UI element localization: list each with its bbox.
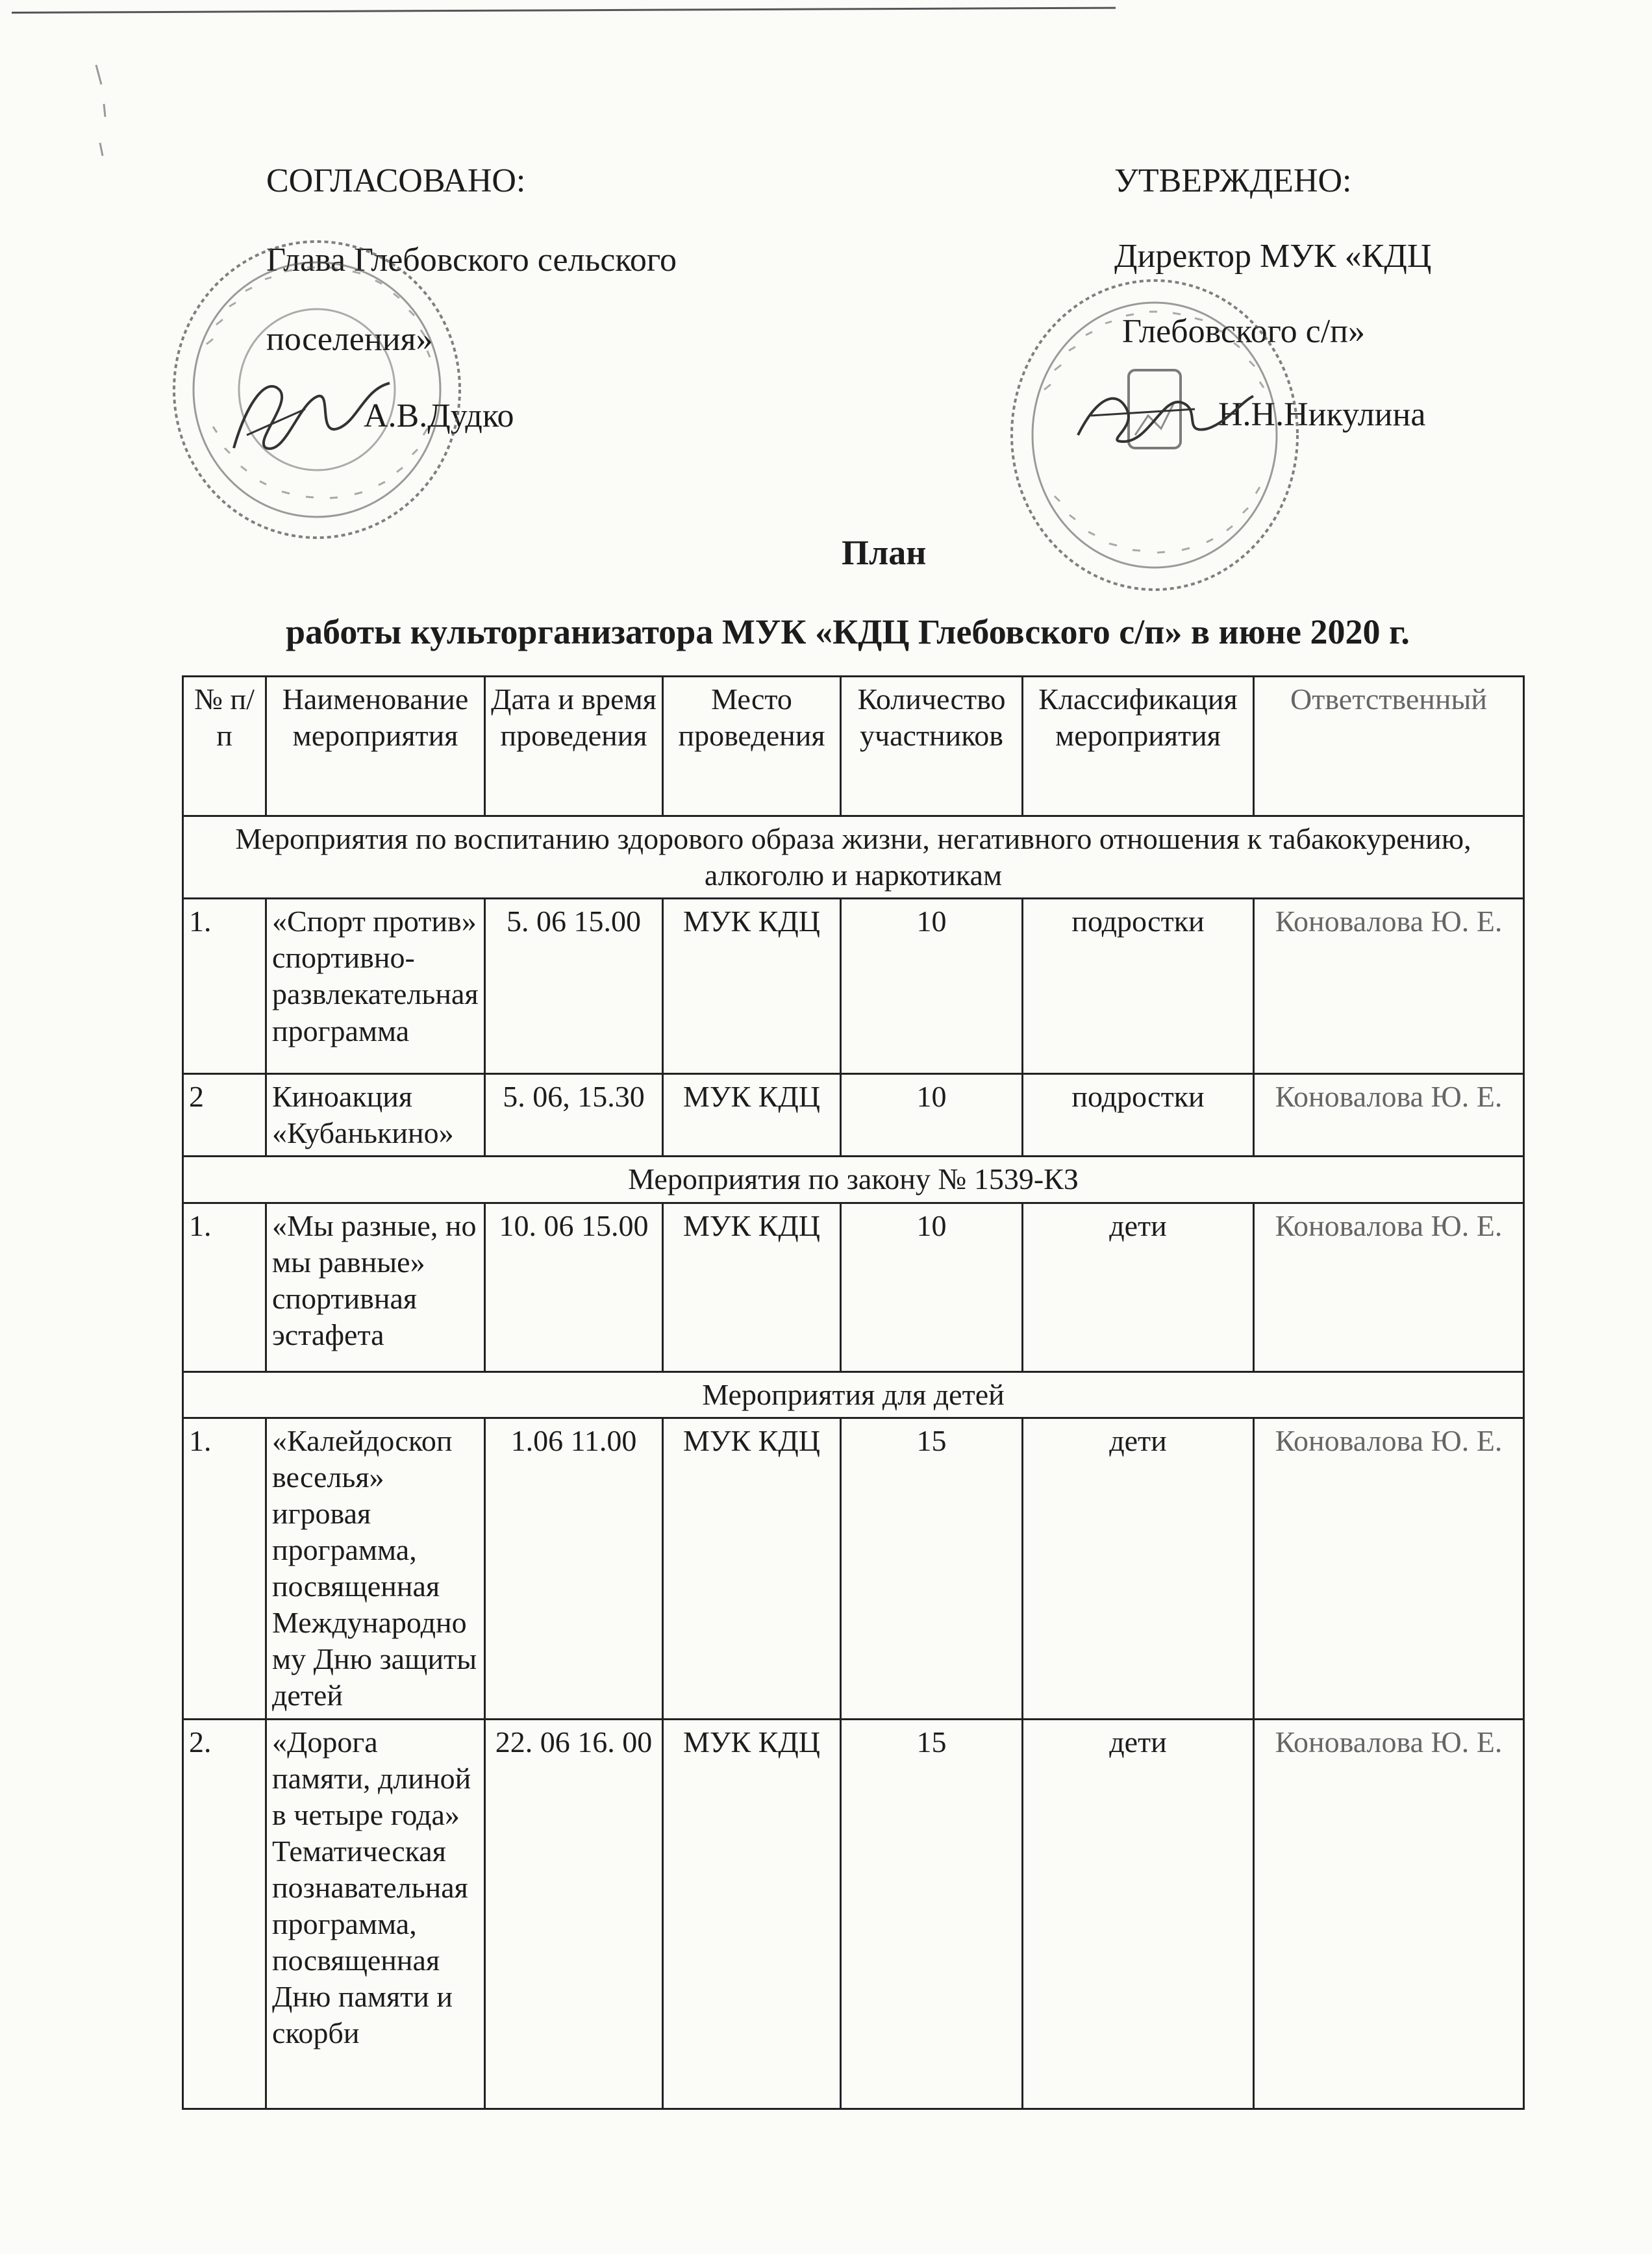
row-responsible: Коновалова Ю. Е.: [1254, 899, 1524, 1074]
signature-left: [208, 364, 403, 468]
events-plan-table: [182, 675, 1525, 2110]
section-title: Мероприятия по закону № 1539-КЗ: [183, 1157, 1524, 1203]
row-num: 1.: [183, 1418, 266, 1719]
row-count: 10: [841, 899, 1023, 1074]
row-name: «Мы разные, но мы равные» спортивная эстафета: [266, 1203, 485, 1371]
row-name: «Калейдоскоп веселья» игровая программа, посвященная Международному Дню защиты детей: [266, 1418, 485, 1719]
row-date: 10. 06 15.00: [485, 1203, 663, 1371]
section-title: Мероприятия по воспитанию здорового образа жизни, негативного отношения к табакокурению, алкоголю и наркотикам: [183, 816, 1524, 899]
row-num: 2: [183, 1074, 266, 1157]
row-num: 1.: [183, 1203, 266, 1371]
agreed-title: СОГЛАСОВАНО:: [266, 162, 526, 199]
row-date: 5. 06 15.00: [485, 899, 663, 1074]
scan-edge-line: [12, 7, 1116, 14]
col-header-date: Дата и время проведения: [485, 677, 663, 816]
table-row: [183, 1719, 1524, 2109]
section-row: [183, 1157, 1524, 1203]
row-name: Киноакция «Кубанькино»: [266, 1074, 485, 1157]
row-class: дети: [1023, 1719, 1254, 2109]
col-header-class: Классификация мероприятия: [1023, 677, 1254, 816]
col-header-responsible: Ответственный: [1254, 677, 1524, 816]
col-header-place: Место проведения: [663, 677, 841, 816]
approved-position-line2: Глебовского с/п»: [1122, 313, 1365, 350]
table-row: [183, 1203, 1524, 1371]
agreed-signatory-name: А.В.Дудко: [364, 397, 514, 434]
row-num: 1.: [183, 899, 266, 1074]
row-count: 15: [841, 1719, 1023, 2109]
table-row: [183, 1418, 1524, 1719]
document-title: План: [842, 533, 927, 572]
row-date: 22. 06 16. 00: [485, 1719, 663, 2109]
col-header-count: Количество участников: [841, 677, 1023, 816]
table-header-row: [183, 677, 1524, 816]
row-place: МУК КДЦ: [663, 1074, 841, 1157]
row-class: подростки: [1023, 1074, 1254, 1157]
row-count: 15: [841, 1418, 1023, 1719]
document-subtitle: работы культорганизатора МУК «КДЦ Глебовского с/п» в июне 2020 г.: [286, 612, 1410, 651]
signature-right: [1065, 370, 1260, 461]
row-responsible: Коновалова Ю. Е.: [1254, 1418, 1524, 1719]
row-name: «Дорога памяти, длиной в четыре года» Тематическая познавательная программа, посвященная Дню памяти и скорби: [266, 1719, 485, 2109]
row-place: МУК КДЦ: [663, 899, 841, 1074]
row-date: 1.06 11.00: [485, 1418, 663, 1719]
row-responsible: Коновалова Ю. Е.: [1254, 1074, 1524, 1157]
agreed-position-line1: Глава Глебовского сельского: [266, 242, 677, 279]
scan-artifact: [91, 58, 117, 175]
row-date: 5. 06, 15.30: [485, 1074, 663, 1157]
approved-title: УТВЕРЖДЕНО:: [1114, 162, 1352, 199]
row-count: 10: [841, 1074, 1023, 1157]
row-place: МУК КДЦ: [663, 1719, 841, 2109]
row-responsible: Коновалова Ю. Е.: [1254, 1203, 1524, 1371]
section-title: Мероприятия для детей: [183, 1371, 1524, 1418]
row-responsible: Коновалова Ю. Е.: [1254, 1719, 1524, 2109]
row-class: дети: [1023, 1418, 1254, 1719]
col-header-name: Наименование мероприятия: [266, 677, 485, 816]
table-row: [183, 899, 1524, 1074]
row-class: дети: [1023, 1203, 1254, 1371]
agreed-position-line2: поселения»: [266, 321, 433, 358]
approved-position-line1: Директор МУК «КДЦ: [1114, 238, 1432, 275]
approved-signatory-name: Н.Н.Никулина: [1218, 396, 1426, 433]
row-class: подростки: [1023, 899, 1254, 1074]
section-row: [183, 1371, 1524, 1418]
col-header-num: № п/п: [183, 677, 266, 816]
row-count: 10: [841, 1203, 1023, 1371]
row-name: «Спорт против» спортивно-развлекательная программа: [266, 899, 485, 1074]
row-place: МУК КДЦ: [663, 1203, 841, 1371]
section-row: [183, 816, 1524, 899]
table-row: [183, 1074, 1524, 1157]
row-place: МУК КДЦ: [663, 1418, 841, 1719]
row-num: 2.: [183, 1719, 266, 2109]
